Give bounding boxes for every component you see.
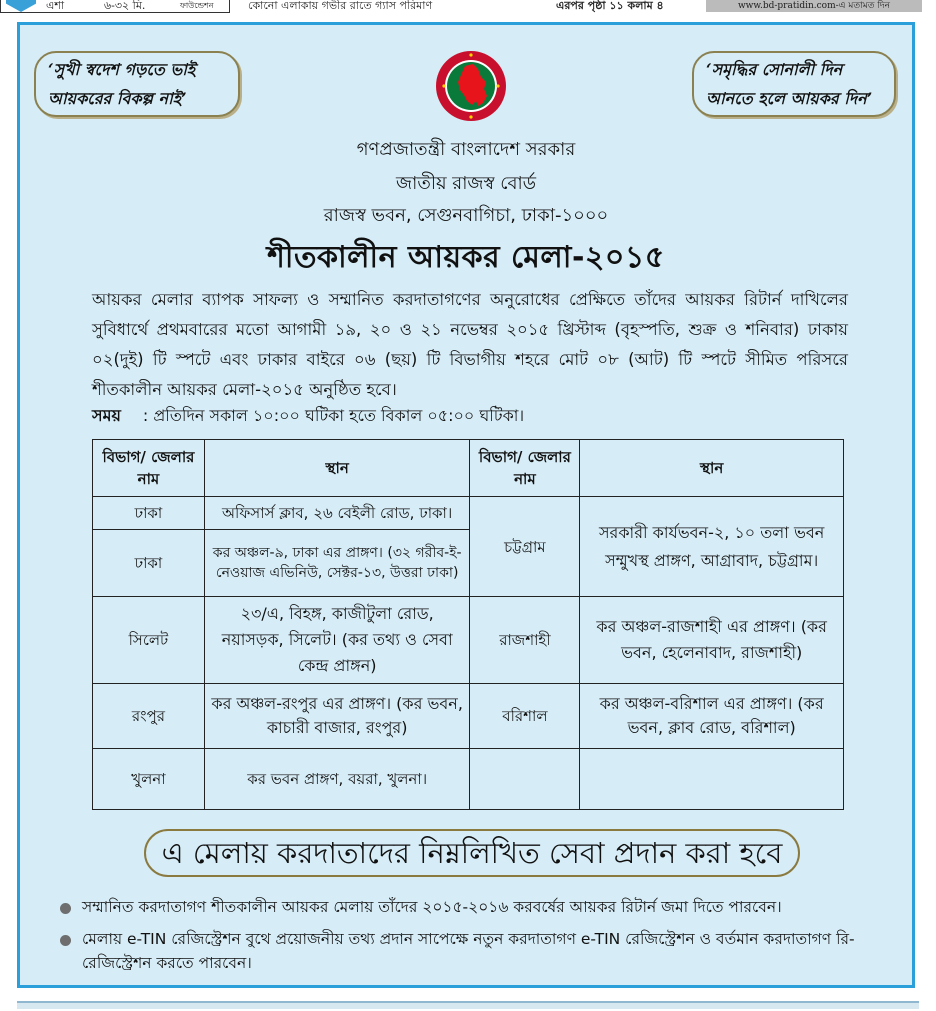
prayer-name: এশা [46, 0, 65, 12]
venue-cell: ২৩/এ, বিহঙ্গ, কাজীটুলা রোড, নয়াসড়ক, সিলেট। (কর তথ্য ও সেবা কেন্দ্র প্রাঙ্গন) [204, 597, 470, 684]
table-row [93, 684, 844, 749]
page-title: শীতকালীন আয়কর মেলা-২০১৫ [267, 240, 665, 275]
district-cell: রংপুর [93, 684, 205, 749]
continued-label: এরপর পৃষ্ঠা ১১ কলাম ৪ [556, 0, 664, 12]
district-cell: চট্টগ্রাম [470, 497, 580, 597]
header-district-1: বিভাগ/ জেলার নাম [93, 440, 205, 497]
bullet-icon [60, 903, 71, 914]
page-bottom-rule [17, 1001, 919, 1009]
venue-cell: সরকারী কার্যভবন-২, ১০ তলা ভবন সম্মুখস্থ প্রাঙ্গণ, আগ্রাবাদ, চট্টগ্রাম। [580, 497, 844, 597]
advertisement [17, 22, 915, 988]
time-label: সময় [92, 406, 121, 425]
table-row [93, 749, 844, 810]
service-text: সম্মানিত করদাতাগণ শীতকালীন আয়কর মেলায় তাঁদের ২০১৫-২০১৬ করবর্ষের আয়কর রিটার্ন জমা দিতে পারবেন। [82, 898, 782, 916]
news-headline: কোনো এলাকায় গভীর রাতে গ্যাস পরিমাণ [248, 0, 433, 12]
foundation-label: ফাউন্ডেশন [180, 1, 214, 10]
table-row [93, 597, 844, 684]
newspaper-top-strip [0, 0, 936, 14]
venue-cell [580, 749, 844, 810]
header-venue-1: স্থান [204, 440, 470, 497]
website-box: www.bd-pratidin.com-এ মতামত দিন [706, 0, 922, 12]
header-venue-2: স্থান [580, 440, 844, 497]
venue-table [92, 439, 844, 810]
bullet-icon [60, 935, 71, 946]
venue-cell: কর ভবন প্রাঙ্গণ, বয়রা, খুলনা। [204, 749, 470, 810]
slogan-right [692, 51, 896, 117]
time-line [92, 403, 524, 430]
district-cell: ঢাকা [93, 497, 205, 530]
venue-cell: কর অঞ্চল-বরিশাল এর প্রাঙ্গণ। (কর ভবন, ক্লাব রোড, বরিশাল) [580, 684, 844, 749]
slogan-left [34, 51, 240, 117]
district-cell: বরিশাল [470, 684, 580, 749]
table-row [93, 497, 844, 530]
header-district-2: বিভাগ/ জেলার নাম [470, 440, 580, 497]
intro-paragraph: আয়কর মেলার ব্যাপক সাফল্য ও সম্মানিত করদাতাগণের অনুরোধের প্রেক্ষিতে তাঁদের আয়কর রিটার্ন দাখিলের সুবিধার্থে প্রথমবারের মতো আগামী ১৯, ২০ ও ২১ নভেম্বর ২০১৫ খ্রিস্টাব্দ (বৃহস্পতি, শুক্র ও শনিবার) ঢাকায় ০২(দুই) টি স্পটে এবং ঢাকার বাইরে ০৬ (ছয়) টি বিভাগীয় শহরে মোট ০৮ (আট) টি স্পটে সীমিত পরিসরে শীতকালীন আয়কর মেলা-২০১৫ অনুষ্ঠিত হবে। [92, 290, 848, 399]
services-banner: এ মেলায় করদাতাদের নিম্নলিখিত সেবা প্রদান করা হবে [144, 829, 800, 877]
header-address: রাজস্ব ভবন, সেগুনবাগিচা, ঢাকা-১০০০ [323, 205, 609, 226]
slogan-right-line1: ‘সমৃদ্ধির সোনালী দিন [706, 60, 843, 79]
slogan-right-line2: আনতে হলে আয়কর দিন’ [706, 89, 873, 108]
slogan-left-line1: ‘সুখী স্বদেশ গড়তে ভাই [48, 60, 196, 79]
district-cell: রাজশাহী [470, 597, 580, 684]
venue-cell: কর অঞ্চল-৯, ঢাকা এর প্রাঙ্গণ। (৩২ গরীব-ই-নেওয়াজ এভিনিউ, সেক্টর-১৩, উত্তরা ঢাকা) [204, 530, 470, 597]
venue-cell: কর অঞ্চল-রংপুর এর প্রাঙ্গণ। (কর ভবন, কাচারী বাজার, রংপুর) [204, 684, 470, 749]
district-cell: সিলেট [93, 597, 205, 684]
district-cell: ঢাকা [93, 530, 205, 597]
venue-cell: অফিসার্স ক্লাব, ২৬ বেইলী রোড, ঢাকা। [204, 497, 470, 530]
bangladesh-govt-seal-icon [434, 49, 508, 123]
district-cell [470, 749, 580, 810]
services-list [60, 895, 890, 983]
time-text: : প্রতিদিন সকাল ১০:০০ ঘটিকা হতে বিকাল ০৫:০০ ঘটিকা। [142, 406, 525, 425]
header-nbr: জাতীয় রাজস্ব বোর্ড [396, 173, 536, 194]
list-item [60, 895, 890, 919]
list-item [60, 927, 890, 975]
district-cell: খুলনা [93, 749, 205, 810]
slogan-left-line2: আয়করের বিকল্প নাই’ [48, 89, 187, 108]
prayer-time: ৬-৩২ মি. [104, 0, 146, 12]
header-government: গণপ্রজাতন্ত্রী বাংলাদেশ সরকার [356, 139, 576, 160]
service-text: মেলায় e-TIN রেজিস্ট্রেশন বুথে প্রয়োজনীয় তথ্য প্রদান সাপেক্ষে নতুন করদাতাগণ e-TIN রেজিস্ট্রেশন ও বর্তমান করদাতাগণ রি-রেজিস্ট্রেশন করতে পারবেন। [82, 930, 855, 972]
table-header-row [93, 440, 844, 497]
venue-cell: কর অঞ্চল-রাজশাহী এর প্রাঙ্গণ। (কর ভবন, হেলেনাবাদ, রাজশাহী) [580, 597, 844, 684]
